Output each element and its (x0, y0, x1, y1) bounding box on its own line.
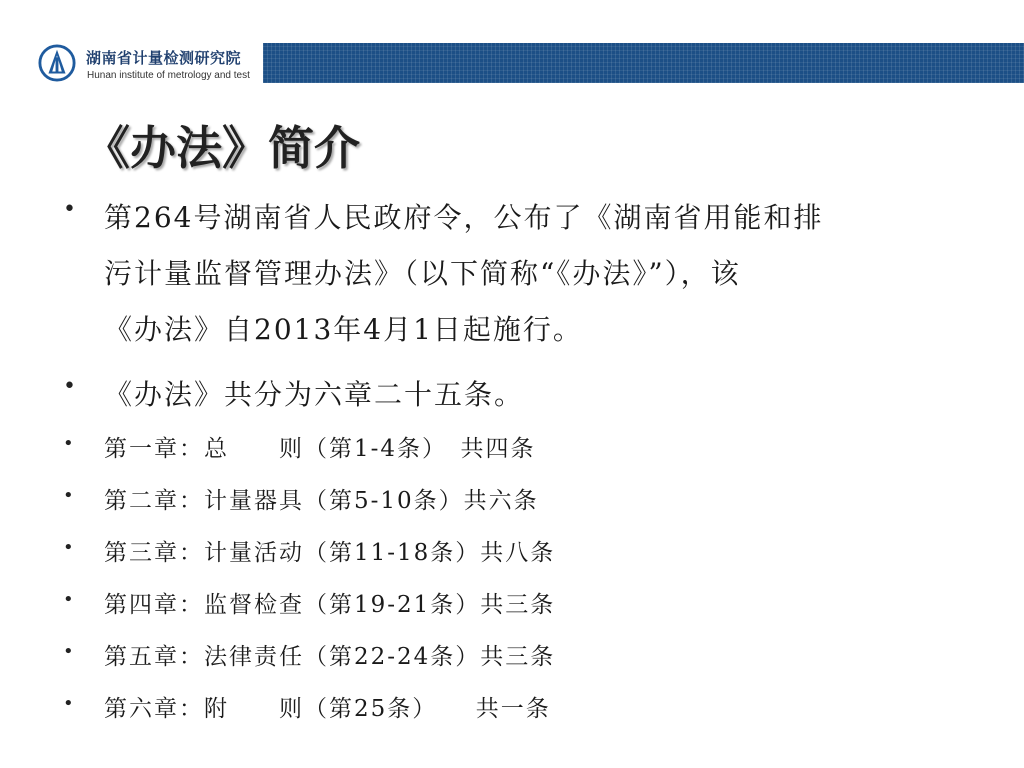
bullet-dot: • (63, 197, 76, 222)
chapter-item-6: 第六章：附 则（第25条） 共一条 (104, 696, 551, 722)
chapter-item-2: 第二章：计量器具（第5-10条）共六条 (104, 488, 539, 514)
intro-line-2: 污计量监督管理办法》（以下简称“《办法》”），该 (104, 257, 741, 290)
header-band (263, 43, 1024, 83)
intro-line-1: 第264号湖南省人民政府令，公布了《湖南省用能和排 (104, 201, 824, 234)
intro-line-3: 《办法》自2013年4月1日起施行。 (104, 313, 583, 346)
chapter-item-5: 第五章：法律责任（第22-24条）共三条 (104, 644, 556, 670)
bullet-dot: • (63, 537, 74, 558)
bullet-dot: • (63, 641, 74, 662)
org-name-en: Hunan institute of metrology and test (87, 70, 250, 81)
org-name-cn: 湖南省计量检测研究院 (86, 49, 242, 67)
summary-line: 《办法》共分为六章二十五条。 (104, 378, 525, 411)
chapter-item-3: 第三章：计量活动（第11-18条）共八条 (104, 540, 556, 566)
bullet-dot: • (63, 589, 74, 610)
slide-title: 《办法》简介 (84, 121, 360, 175)
chapter-item-1: 第一章：总 则（第1-4条） 共四条 (104, 436, 536, 462)
bullet-dot: • (63, 485, 74, 506)
bullet-dot: • (63, 693, 74, 714)
bullet-dot: • (63, 374, 76, 399)
bullet-dot: • (63, 433, 74, 454)
institute-logo-icon (38, 44, 76, 82)
slide-header (0, 0, 1024, 90)
chapter-item-4: 第四章：监督检查（第19-21条）共三条 (104, 592, 556, 618)
